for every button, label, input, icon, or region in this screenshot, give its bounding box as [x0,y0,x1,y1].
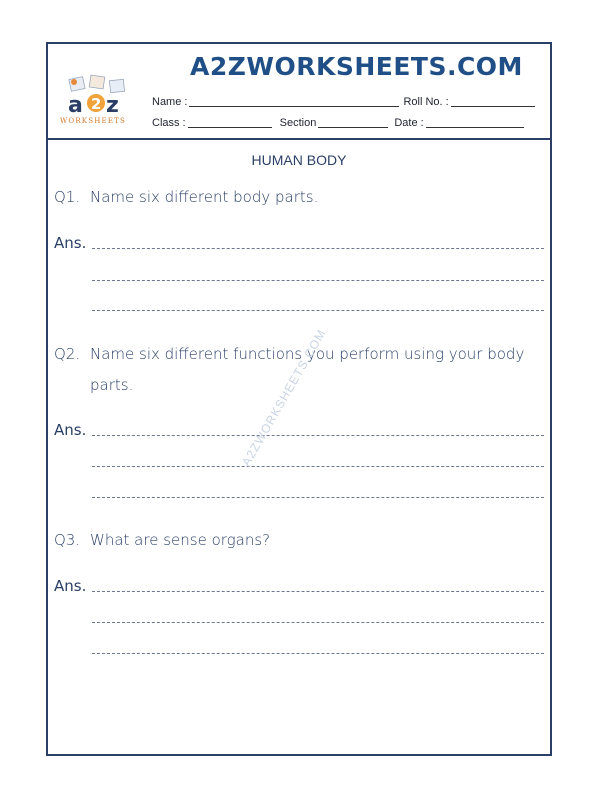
section-blank[interactable] [318,117,388,128]
svg-text:2: 2 [91,95,102,113]
roll-no-label: Roll No. : [403,96,449,108]
watermark: A2ZWORKSHEETS.COM [238,326,329,469]
answer-line[interactable] [92,653,544,654]
site-title: A2ZWORKSHEETS.COM [190,52,523,81]
name-roll-row [152,96,539,108]
question-number: Q3. [54,531,81,549]
roll-no-blank[interactable] [451,96,535,107]
question-number: Q2. [54,345,81,363]
question-text: Name six different functions you perform using your body [90,345,525,363]
answer-line[interactable] [92,248,544,249]
answer-label: Ans. [54,577,87,595]
answer-line[interactable] [92,310,544,311]
class-label: Class : [152,117,186,129]
section-label: Section [279,117,317,129]
answer-label: Ans. [54,421,87,439]
answer-label: Ans. [54,234,87,252]
class-section-date-row [152,117,528,129]
worksheet-header [48,44,550,140]
answer-line[interactable] [92,435,544,436]
answer-line[interactable] [92,591,544,592]
question-text: Name six different body parts. [90,188,319,206]
question-number: Q1. [54,188,81,206]
question-text: parts. [90,376,134,394]
answer-line[interactable] [92,466,544,467]
name-label: Name : [152,96,188,108]
name-blank[interactable] [189,96,399,107]
answer-line[interactable] [92,280,544,281]
class-blank[interactable] [188,117,272,128]
svg-text:a: a [68,93,83,118]
answer-line[interactable] [92,497,544,498]
date-blank[interactable] [426,117,524,128]
worksheet-title: HUMAN BODY [251,152,347,168]
worksheet-page [46,42,552,756]
a2z-logo-icon [56,74,142,126]
answer-line[interactable] [92,622,544,623]
svg-text:z: z [106,93,119,118]
question-text: What are sense organs? [90,531,271,549]
date-label: Date : [394,117,424,129]
logo-text: WORKSHEETS [60,117,127,125]
